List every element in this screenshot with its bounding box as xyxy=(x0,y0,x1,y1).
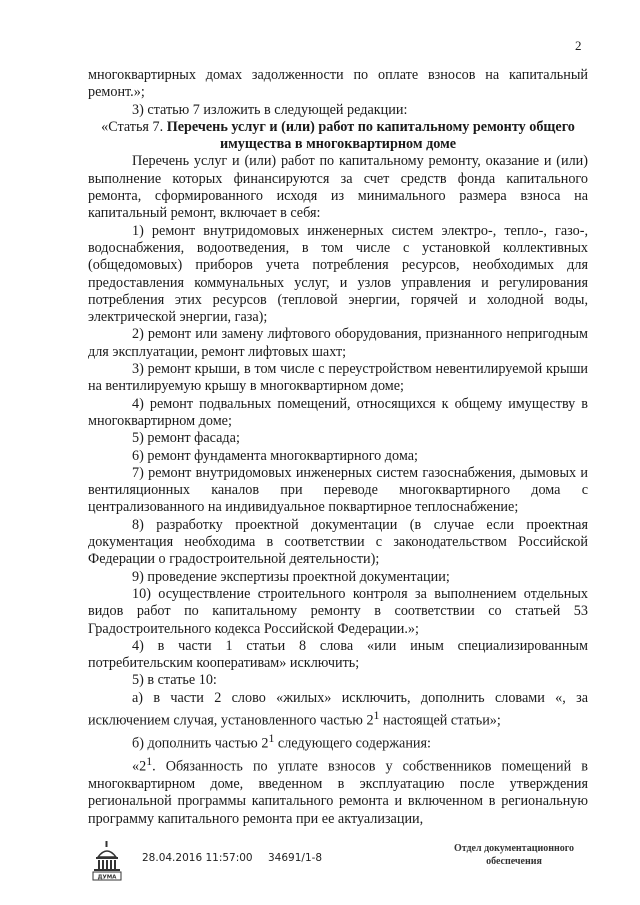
paragraph-item-4: 4) в части 1 статьи 8 слова «или иным специализированным потребительским кооперативам» исключить; xyxy=(88,637,588,672)
paragraph-item-5: 5) в статье 10: xyxy=(132,672,217,689)
duma-building-logo xyxy=(92,840,122,882)
list-item-6: 6) ремонт фундамента многоквартирного дома; xyxy=(132,447,418,464)
article-7-heading: Перечень услуг и (или) работ по капитальному ремонту общего имущества в многоквартирном доме xyxy=(166,118,575,153)
logo-text: ДУМА xyxy=(97,874,117,881)
paragraph-intro: Перечень услуг и (или) работ по капитальному ремонту, оказание и (или) выполнение которых финансируются за счет средств фонда капитального ремонта, сформированного исходя из минимального размера взноса на капитальный ремонт, включает в себя: xyxy=(88,153,588,222)
timestamp: 28.04.2016 11:57:00 xyxy=(142,852,253,864)
list-item-7: 7) ремонт внутридомовых инженерных систем газоснабжения, дымовых и вентиляционных каналов при переводе многоквартирного дома с централизованного на индивидуальное поквартирное теплоснабжение; xyxy=(88,464,588,516)
amendment-b xyxy=(88,730,588,753)
list-item-1: 1) ремонт внутридомовых инженерных систем электро-, тепло-, газо-, водоснабжения, водоотведения, в том числе с установкой коллективных (общедомовых) приборов учета потребления ресурсов, необходимых для предоставления коммунальных услуг, и узлов управления и регулирования потребления этих ресурсов (тепловой энергии, горячей и холодной воды, электрической энергии, газа); xyxy=(88,222,588,326)
department-name: Отдел документационного обеспечения xyxy=(453,843,575,867)
list-item-8: 8) разработку проектной документации (в случае если проектная документация необходима в соответствии с законодательством Российской Федерации о градостроительной деятельности); xyxy=(88,516,588,568)
amendment-a-sup: 1 xyxy=(373,707,380,722)
list-item-2: 2) ремонт или замену лифтового оборудования, признанного непригодным для эксплуатации, ремонт лифтовых шахт; xyxy=(88,326,588,360)
amendment-b-text: б) дополнить частью 2 xyxy=(132,735,269,752)
amendment-b-tail: следующего содержания: xyxy=(274,735,431,752)
paragraph-continuation: многоквартирных домах задолженности по оплате взносов на капитальный ремонт.»; xyxy=(88,67,588,101)
list-item-3: 3) ремонт крыши, в том числе с переустройством невентилируемой крыши на вентилируемую крышу в многоквартирном доме; xyxy=(88,361,588,395)
registration-number: 34691/1-8 xyxy=(268,852,323,864)
document-body xyxy=(88,67,588,828)
article-7-title xyxy=(88,119,588,154)
quoted-part-2-1 xyxy=(88,753,588,828)
paragraph-item-3: 3) статью 7 изложить в следующей редакции: xyxy=(132,101,408,118)
list-item-10: 10) осуществление строительного контроля за выполнением отдельных видов работ по капитальному ремонту в соответствии со статьей 53 Градостроительного кодекса Российской Федерации.»; xyxy=(88,585,588,637)
page-number: 2 xyxy=(575,38,582,53)
page-footer xyxy=(0,840,640,890)
quoted-part-2-1-sup: 1 xyxy=(146,754,153,769)
quoted-part-2-1-text: . Обязанность по уплате взносов у собственников помещений в многоквартирном доме, введенном в эксплуатацию после утверждения региональной программы капитального ремонта и включенном в региональную программу капитального ремонта при ее актуализации, xyxy=(88,758,588,827)
amendment-a-text: а) в части 2 слово «жилых» исключить, дополнить словами «, за исключением случая, установленного частью 2 xyxy=(88,689,588,729)
amendment-a-tail: настоящей статьи»; xyxy=(379,712,501,729)
list-item-9: 9) проведение экспертизы проектной документации; xyxy=(132,568,450,585)
list-item-5: 5) ремонт фасада; xyxy=(132,430,240,447)
quoted-part-2-1-num: «2 xyxy=(132,758,147,775)
amendment-a xyxy=(88,690,588,730)
amendment-b-sup: 1 xyxy=(268,731,275,746)
list-item-4: 4) ремонт подвальных помещений, относящихся к общему имуществу в многоквартирном доме; xyxy=(88,395,588,429)
article-7-label: «Статья 7. xyxy=(101,118,164,135)
